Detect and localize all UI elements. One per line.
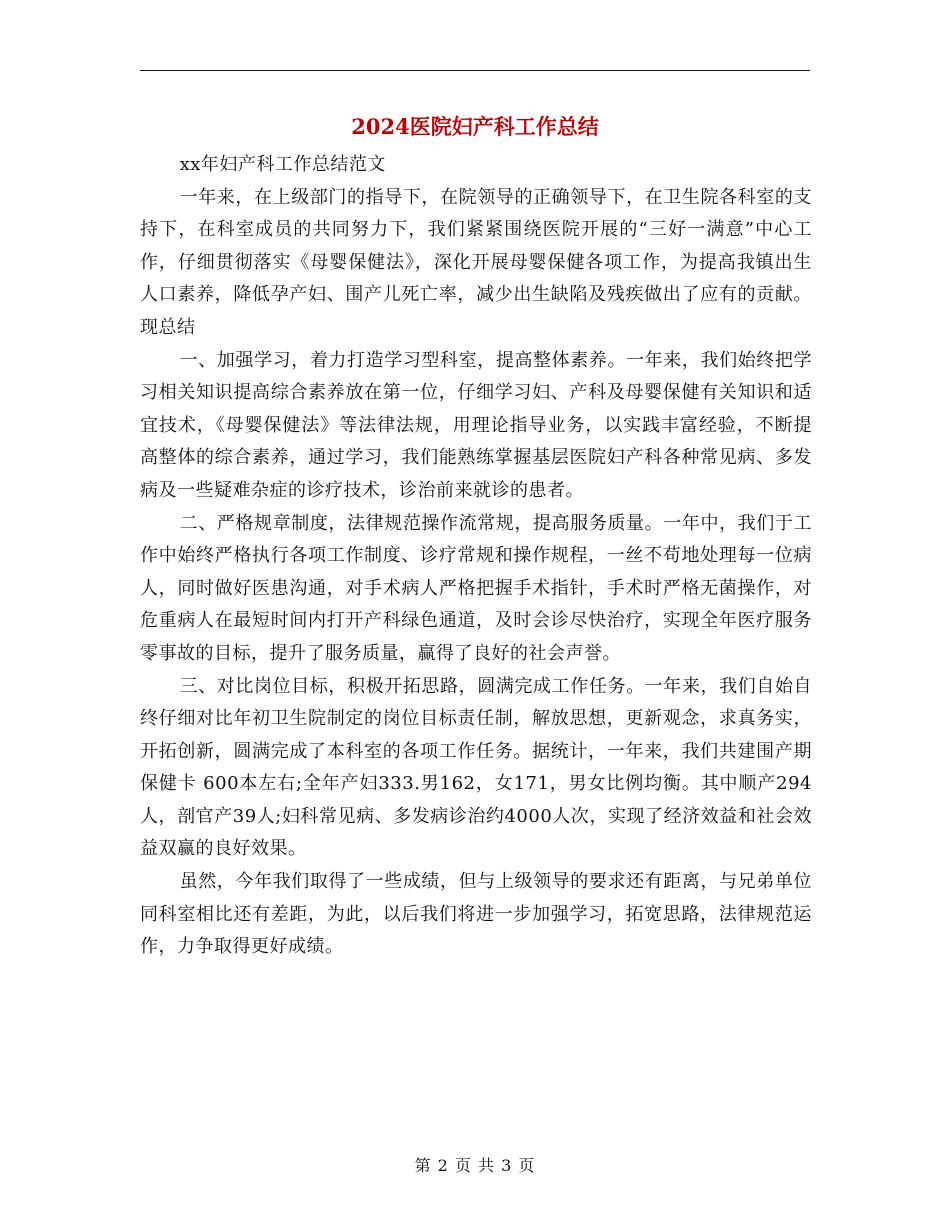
conclusion-paragraph: 虽然，今年我们取得了一些成绩，但与上级领导的要求还有距离，与兄弟单位同科室相比还有差距，为此，以后我们将进一步加强学习，拓宽思路，法律规范运作，力争取得更好成绩。 <box>140 871 812 958</box>
page-number-footer: 第 2 页 共 3 页 <box>414 1156 536 1175</box>
section-one-paragraph: 一、加强学习，着力打造学习型科室，提高整体素养。一年来，我们始终把学习相关知识提高综合素养放在第一位，仔细学习妇、产科及母婴保健有关知识和适宜技术，《母婴保健法》等法律法规，用理论指导业务，以实践丰富经验，不断提高整体的综合素养，通过学习，我们能熟练掌握基层医院妇产科各种常见病、多发病及一些疑难杂症的诊疗技术，诊治前来就诊的患者。 <box>140 349 812 501</box>
intro-paragraph: 一年来，在上级部门的指导下，在院领导的正确领导下，在卫生院各科室的支持下，在科室成员的共同努力下，我们紧紧围绕医院开展的“三好一满意”中心工作，仔细贯彻落实《母婴保健法》，深化开展母婴保健各项工作，为提高我镇出生人口素养，降低孕产妇、围产儿死亡率，减少出生缺陷及残疾做出了应有的贡献。现总结 <box>140 186 812 338</box>
header-rule <box>140 70 810 71</box>
document-title: 2024医院妇产科工作总结 <box>351 114 599 139</box>
document-body <box>140 149 812 964</box>
section-three-paragraph: 三、对比岗位目标，积极开拓思路，圆满完成工作任务。一年来，我们自始自终仔细对比年初卫生院制定的岗位目标责任制，解放思想，更新观念，求真务实，开拓创新，圆满完成了本科室的各项工作任务。据统计，一年来，我们共建围产期保健卡 600本左右;全年产妇333.男162，女171，男女比例均衡。其中顺产294人，剖官产39人;妇科常见病、多发病诊治约4000人次，实现了经济效益和社会效益双赢的良好效果。 <box>140 675 812 860</box>
subtitle-paragraph: xx年妇产科工作总结范文 <box>179 154 386 175</box>
section-two-paragraph: 二、严格规章制度，法律规范操作流常规，提高服务质量。一年中，我们于工作中始终严格执行各项工作制度、诊疗常规和操作规程，一丝不苟地处理每一位病人，同时做好医患沟通，对手术病人严格把握手术指针，手术时严格无菌操作，对危重病人在最短时间内打开产科绿色通道，及时会诊尽快治疗，实现全年医疗服务零事故的目标，提升了服务质量，赢得了良好的社会声誉。 <box>140 512 812 664</box>
